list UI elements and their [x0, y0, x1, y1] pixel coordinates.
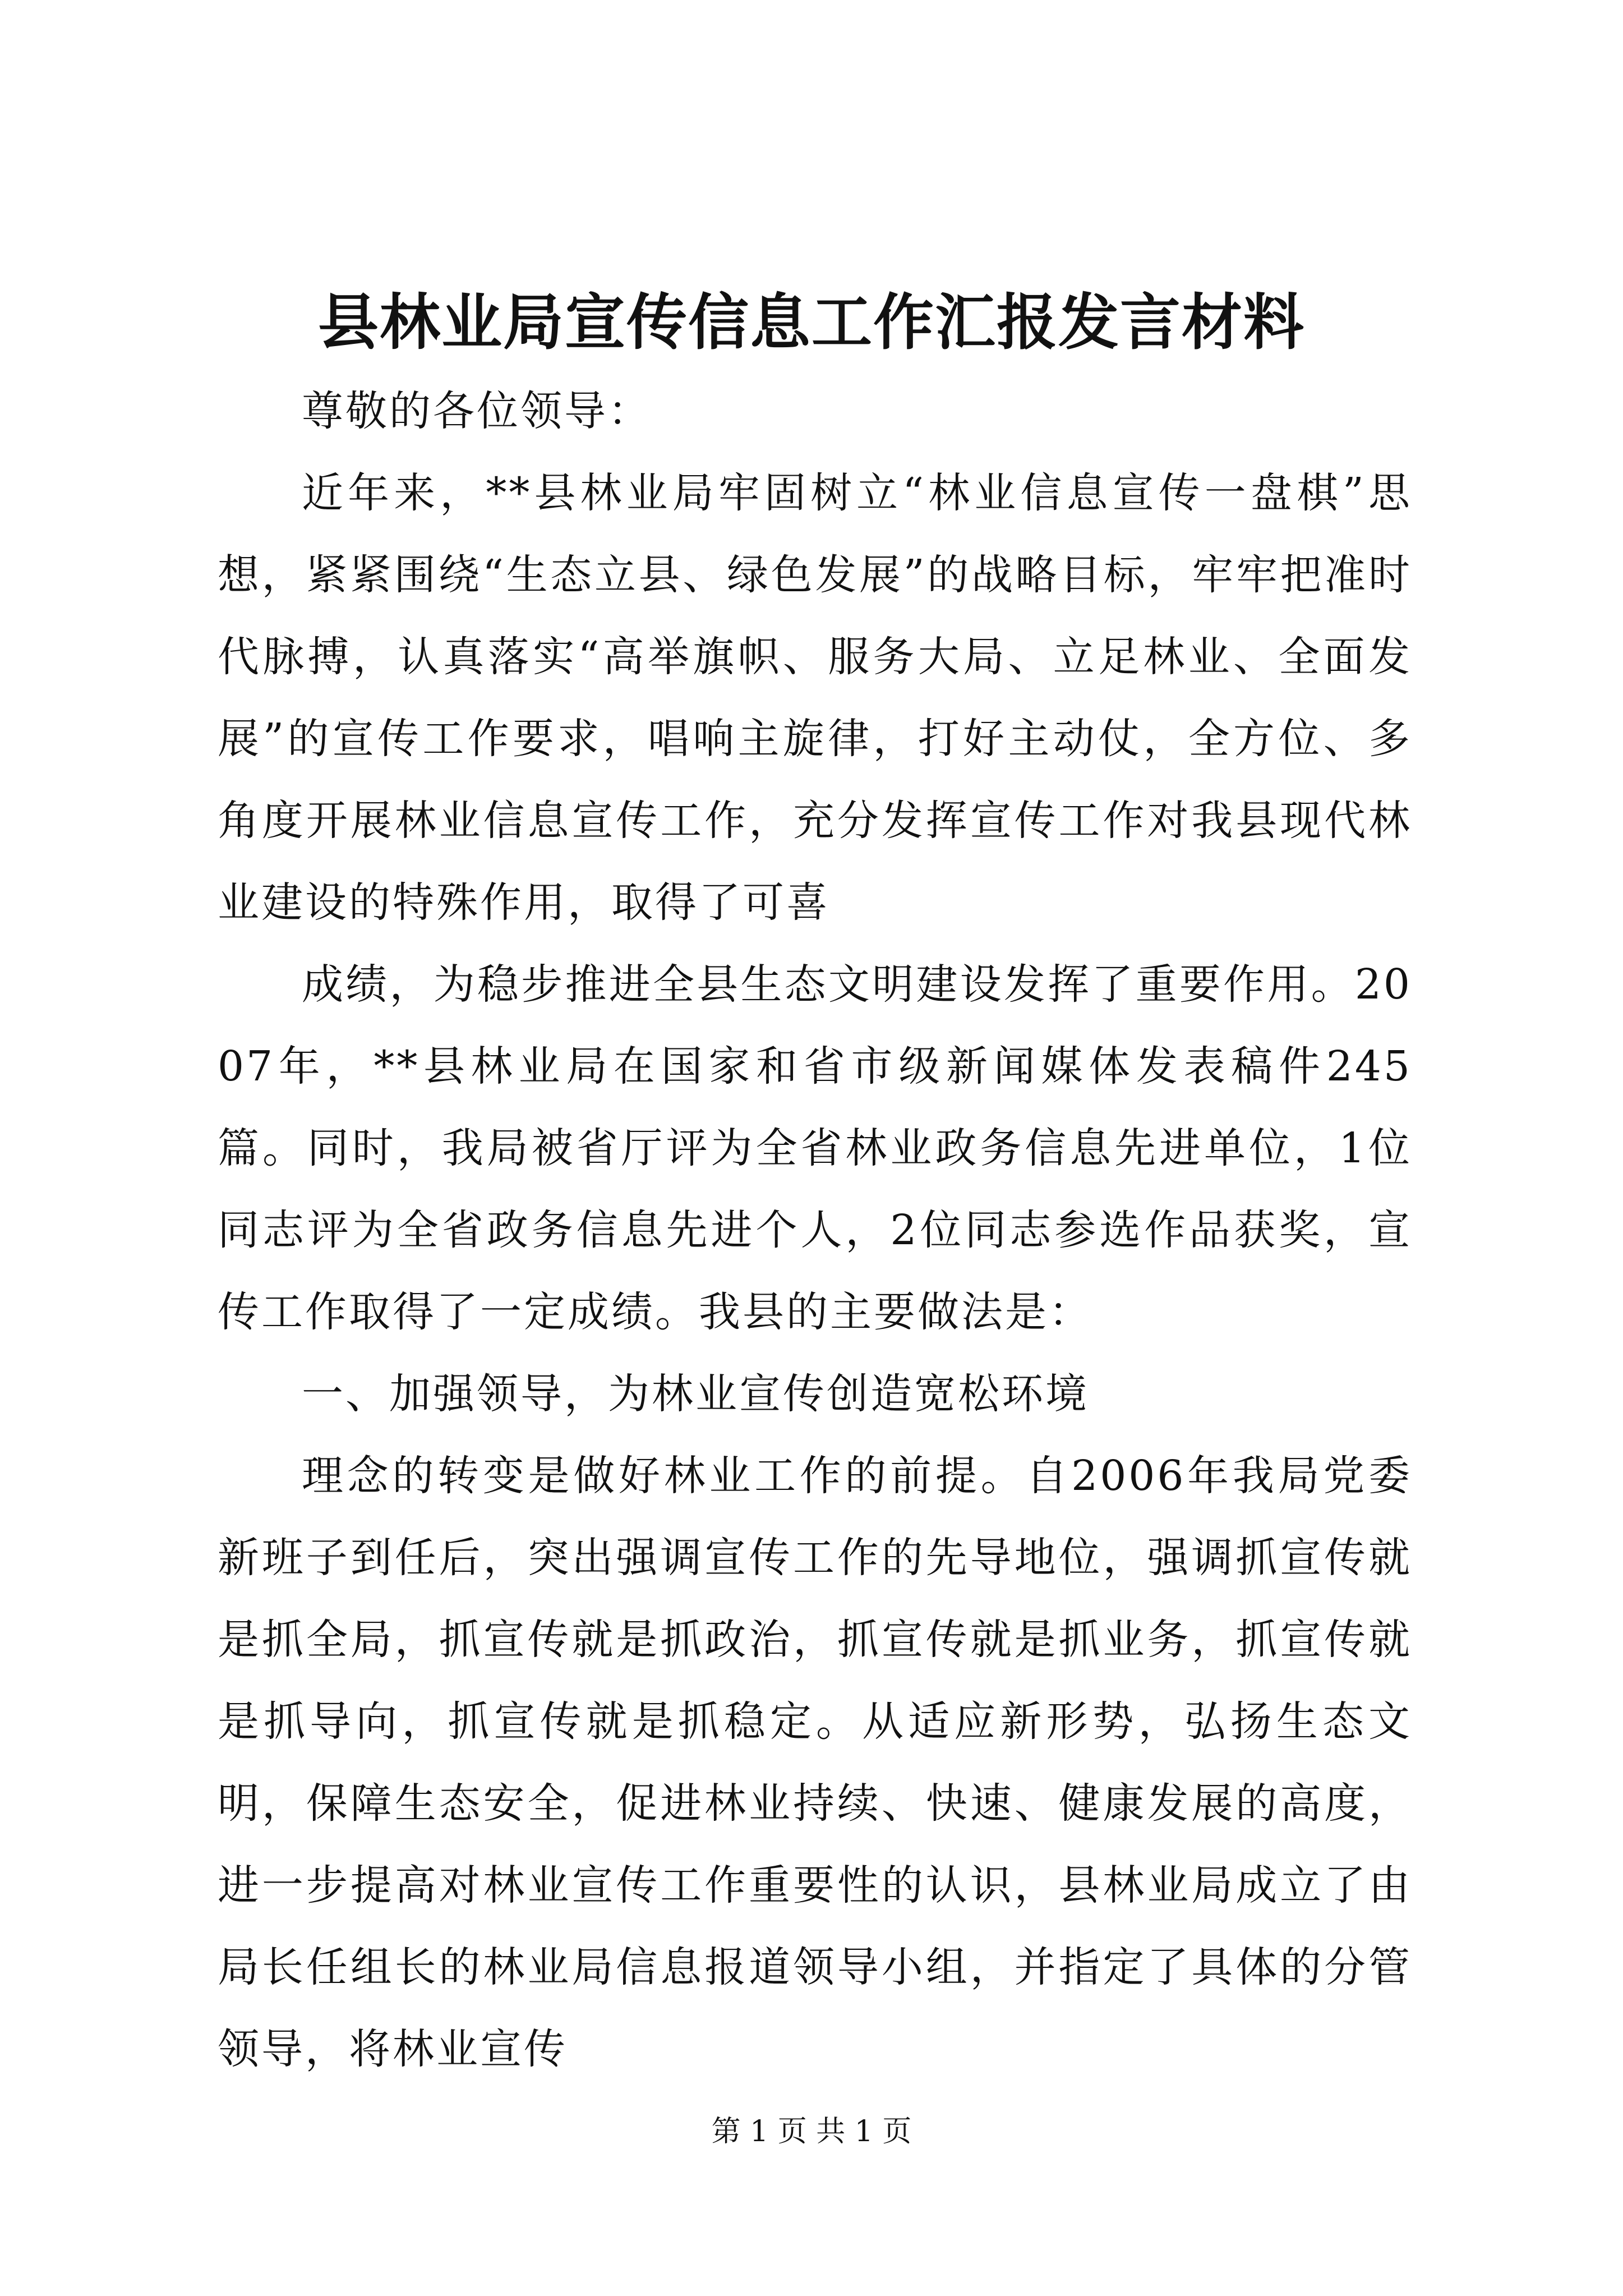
- paragraph-achievements: 成绩，为稳步推进全县生态文明建设发挥了重要作用。2007年，**县林业局在国家和省市级新闻媒体发表稿件245篇。同时，我局被省厅评为全省林业政务信息先进单位，1位同志评为全省政务信息先进个人，2位同志参选作品获奖，宣传工作取得了一定成绩。我县的主要做法是：: [218, 960, 1412, 1336]
- document-title: 县林业局宣传信息工作汇报发言材料: [317, 287, 1305, 358]
- page-number-footer: 第 1 页 共 1 页: [711, 2115, 912, 2148]
- paragraph-section-1: 理念的转变是做好林业工作的前提。自2006年我局党委新班子到任后，突出强调宣传工作的先导地位，强调抓宣传就是抓全局，抓宣传就是抓政治，抓宣传就是抓业务，抓宣传就是抓导向，抓宣传就是抓稳定。从适应新形势，弘扬生态文明，保障生态安全，促进林业持续、快速、健康发展的高度，进一步提高对林业宣传工作重要性的认识，县林业局成立了由局长任组长的林业局信息报道领导小组，并指定了具体的分管领导，将林业宣传: [218, 1452, 1412, 2073]
- section-heading-1: 一、加强领导，为林业宣传创造宽松环境: [302, 1370, 1089, 1418]
- document-body: [218, 370, 1412, 2090]
- paragraph-salutation: 尊敬的各位领导：: [302, 387, 652, 435]
- paragraph-intro: 近年来，**县林业局牢固树立“林业信息宣传一盘棋”思想，紧紧围绕“生态立县、绿色发展”的战略目标，牢牢把准时代脉搏，认真落实“高举旗帜、服务大局、立足林业、全面发展”的宣传工作要求，唱响主旋律，打好主动仗，全方位、多角度开展林业信息宣传工作，充分发挥宣传工作对我县现代林业建设的特殊作用，取得了可喜: [218, 469, 1412, 927]
